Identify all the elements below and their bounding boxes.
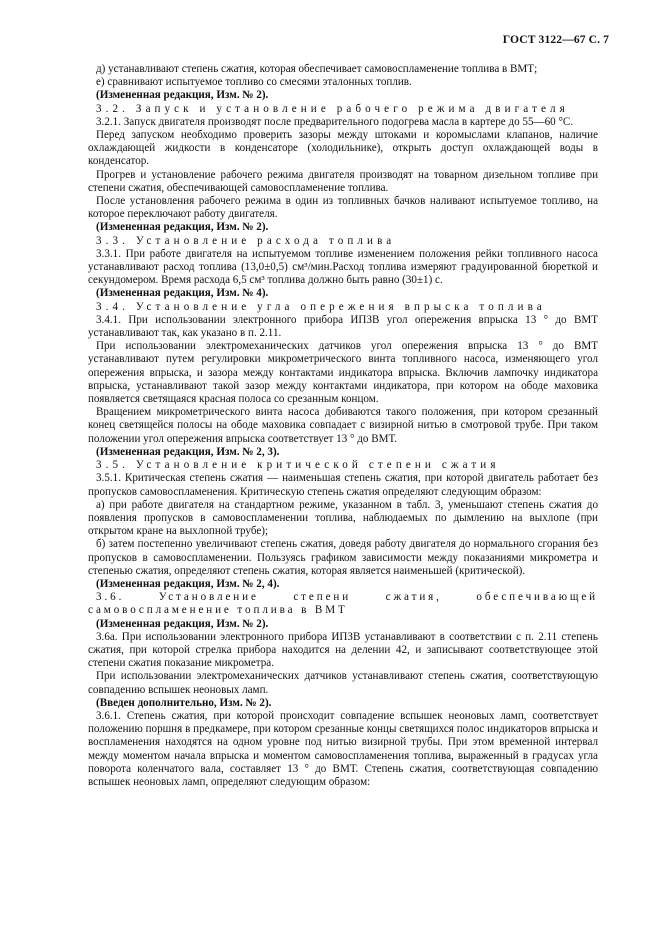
document-body <box>88 63 598 789</box>
list-item-b: б) затем постепенно увеличивают степень сжатия, доведя работу двигателя до нормального сгорания без пропусков в самовоспламенении. Пользуясь графиком зависимости между показаниями микрометра и степенью сжатия, определяют степень сжатия, которая является наименьшей (критической). <box>88 538 598 577</box>
paragraph: Перед запуском необходимо проверить зазоры между штоками и коромыслами клапанов, наличие охлаждающей жидкости в конденсаторе (холодильнике), открыть доступ охлаждающей воды в конденсатор. <box>88 129 598 168</box>
paragraph-3-6-1: 3.6.1. Степень сжатия, при которой происходит совпадение вспышек неоновых ламп, соответствует положению поршня в предкамере, при котором срезанные концы светящихся полос индикаторов впрыска и воспламенения находятся на одном уровне под нитью визирной трубы. При этом временной интервал между моментом начала впрыска и моментом самовоспламенения топлива, выраженный в градусах угла поворота коленчатого вала, составляет 13 ° до ВМТ. Степень сжатия, соответствующая совпадению вспышек неоновых ламп, определяют следующим образом: <box>88 709 598 788</box>
section-heading-3-5: 3.5. Установление критической степени сжатия <box>96 459 500 472</box>
section-heading-3-6: 3.6. Установление степени сжатия, обеспечивающей самовоспламенение топлива в ВМТ <box>88 591 598 617</box>
amendment-note: (Измененная редакция, Изм. № 2). <box>96 89 269 102</box>
paragraph-3-2-1: 3.2.1. Запуск двигателя производят после предварительного подогрева масла в картере до 55—60 °С. <box>96 115 574 128</box>
list-item-a: а) при работе двигателя на стандартном режиме, указанном в табл. 3, уменьшают степень сжатия до появления пропусков в самовоспламенении топлива, наблюдаемых по дымлению на выхлопе (при открытом кране на выхлопной трубе); <box>88 498 598 538</box>
amendment-note: (Измененная редакция, Изм. № 2, 3). <box>96 445 280 458</box>
paragraph-3-4-1: 3.4.1. При использовании электронного прибора ИПЗВ угол опережения впрыска 13 ° до ВМТ устанавливают так, как указано в п. 2.11. <box>88 313 598 340</box>
paragraph: При использовании электромеханических датчиков угол опережения впрыска 13 ° до ВМТ устанавливают путем регулировки микрометрического винта топливного насоса, изменяющего угол опережения впрыска, и зазора между контактами индикатора впрыска. Включив лампочку индикатора впрыска, устанавливают такой зазор между контактами индикатора, при котором на ободе маховика появляется светящаяся красная полоса со срезанным концом. <box>88 340 598 406</box>
amendment-note: (Измененная редакция, Изм. № 2). <box>96 617 269 630</box>
paragraph: Прогрев и установление рабочего режима двигателя производят на товарном дизельном топливе при степени сжатия, обеспечивающей самовоспламенение топлива. <box>88 168 598 194</box>
paragraph-3-5-1: 3.5.1. Критическая степень сжатия — наименьшая степень сжатия, при которой двигатель работает без пропусков самовоспламенения. Критическую степень сжатия определяют следующим образом: <box>88 472 598 498</box>
paragraph-3-3-1: 3.3.1. При работе двигателя на испытуемом топливе изменением положения рейки топливного насоса устанавливают расход топлива (13,0±0,5) см³/мин.Расход топлива измеряют градуированной бюреткой и секундомером. Время расхода 6,5 см³ топлива должно быть равно (30±1) с. <box>88 247 598 287</box>
amendment-note: (Измененная редакция, Изм. № 2). <box>96 221 269 234</box>
paragraph-3-6a: 3.6а. При использовании электронного прибора ИПЗВ устанавливают в соответствии с п. 2.11 степень сжатия, при которой стрелка прибора находится на делении 42, и записывают соответствующее этой степени сжатия показание микрометра. <box>88 630 598 670</box>
list-item-d: д) устанавливают степень сжатия, которая обеспечивает самовоспламенение топлива в ВМТ; <box>96 63 538 75</box>
section-heading-3-3: 3.3. Установление расхода топлива <box>96 234 396 247</box>
list-item-e: е) сравнивают испытуемое топливо со смесями эталонных топлив. <box>96 76 412 89</box>
section-heading-3-2: 3.2. Запуск и установление рабочего режима двигателя <box>96 102 569 115</box>
amendment-note: (Измененная редакция, Изм. № 2, 4). <box>96 577 280 590</box>
paragraph: Вращением микрометрического винта насоса добиваются такого положения, при котором срезанный конец светящейся полосы на ободе маховика совпадает с визирной нитью в смотровой трубе. При таком положении угол опережения впрыска соответствует 13 ° до ВМТ. <box>88 406 598 445</box>
section-heading-3-4: 3.4. Установление угла опережения впрыска топлива <box>96 300 546 313</box>
paragraph: После установления рабочего режима в один из топливных бачков наливают испытуемое топливо, на которое переключают работу двигателя. <box>88 195 598 221</box>
amendment-note: (Введен дополнительно, Изм. № 2). <box>96 696 272 709</box>
paragraph: При использовании электромеханических датчиков устанавливают степень сжатия, соответствующую совпадению вспышек неоновых ламп. <box>88 670 598 696</box>
page-header: ГОСТ 3122—67 С. 7 <box>502 33 609 46</box>
amendment-note: (Измененная редакция, Изм. № 4). <box>96 287 269 300</box>
